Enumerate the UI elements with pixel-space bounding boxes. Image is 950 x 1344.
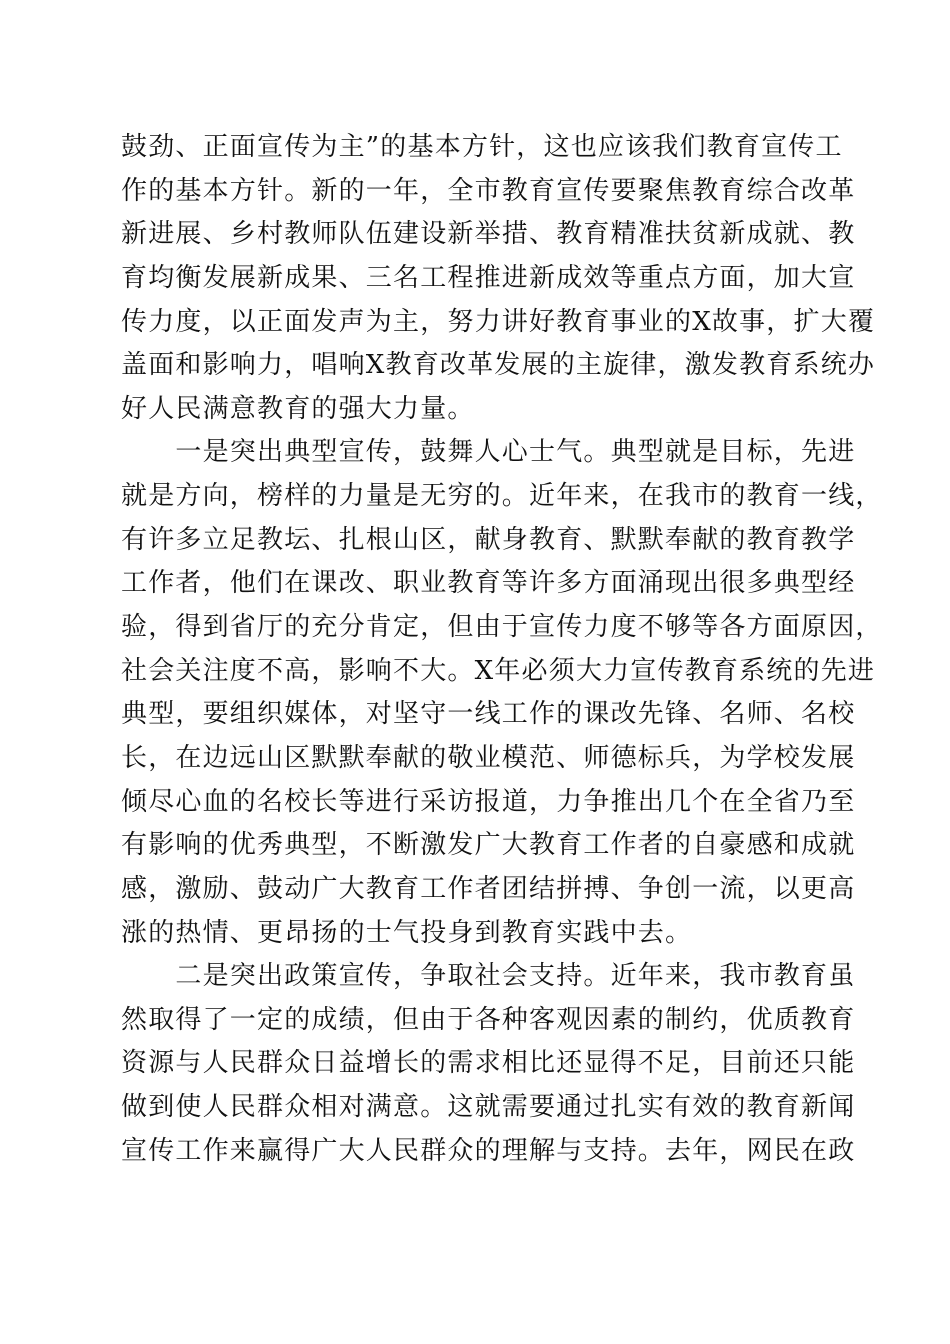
text-line: 鼓劲、正面宣传为主”的基本方针，这也应该我们教育宣传工 — [121, 132, 843, 162]
paragraph-start-line: 一是突出典型宣传，鼓舞人心士气。典型就是目标，先进 — [121, 437, 856, 468]
text-line: 育均衡发展新成果、三名工程推进新成效等重点方面，加大宣 — [121, 262, 856, 293]
text-line: 长，在边远山区默默奉献的敬业模范、师德标兵，为学校发展 — [121, 742, 856, 773]
text-line: 就是方向，榜样的力量是无穷的。近年来，在我市的教育一线， — [121, 481, 883, 512]
text-line: 有影响的优秀典型，不断激发广大教育工作者的自豪感和成就 — [121, 830, 856, 861]
text-line: 典型，要组织媒体，对坚守一线工作的课改先锋、名师、名校 — [121, 699, 856, 730]
text-line: 盖面和影响力，唱响X教育改革发展的主旋律，激发教育系统办 — [121, 350, 876, 381]
text-line: 工作者，他们在课改、职业教育等许多方面涌现出很多典型经 — [121, 568, 856, 599]
text-line: 传力度，以正面发声为主，努力讲好教育事业的X故事，扩大覆 — [121, 306, 876, 337]
paragraph-start-line: 二是突出政策宣传，争取社会支持。近年来，我市教育虽 — [121, 961, 856, 992]
text-line: 涨的热情、更昂扬的士气投身到教育实践中去。 — [121, 917, 693, 948]
text-line: 作的基本方针。新的一年，全市教育宣传要聚焦教育综合改革 — [121, 175, 856, 206]
text-line: 然取得了一定的成绩，但由于各种客观因素的制约，优质教育 — [121, 1004, 856, 1035]
text-line: 新进展、乡村教师队伍建设新举措、教育精准扶贫新成就、教 — [121, 219, 856, 250]
text-line: 感，激励、鼓动广大教育工作者团结拼搏、争创一流，以更高 — [121, 873, 856, 904]
text-line: 好人民满意教育的强大力量。 — [121, 393, 475, 424]
text-line: 验，得到省厅的充分肯定，但由于宣传力度不够等各方面原因， — [121, 612, 883, 643]
text-line: 宣传工作来赢得广大人民群众的理解与支持。去年，网民在政 — [121, 1135, 856, 1166]
text-line: 资源与人民群众日益增长的需求相比还显得不足，目前还只能 — [121, 1048, 856, 1079]
text-line: 倾尽心血的名校长等进行采访报道，力争推出几个在全省乃至 — [121, 786, 856, 817]
body-text — [121, 126, 883, 1173]
text-line: 社会关注度不高，影响不大。X年必须大力宣传教育系统的先进 — [121, 655, 876, 686]
text-line: 做到使人民群众相对满意。这就需要通过扎实有效的教育新闻 — [121, 1092, 856, 1123]
text-line: 有许多立足教坛、扎根山区，献身教育、默默奉献的教育教学 — [121, 524, 856, 555]
